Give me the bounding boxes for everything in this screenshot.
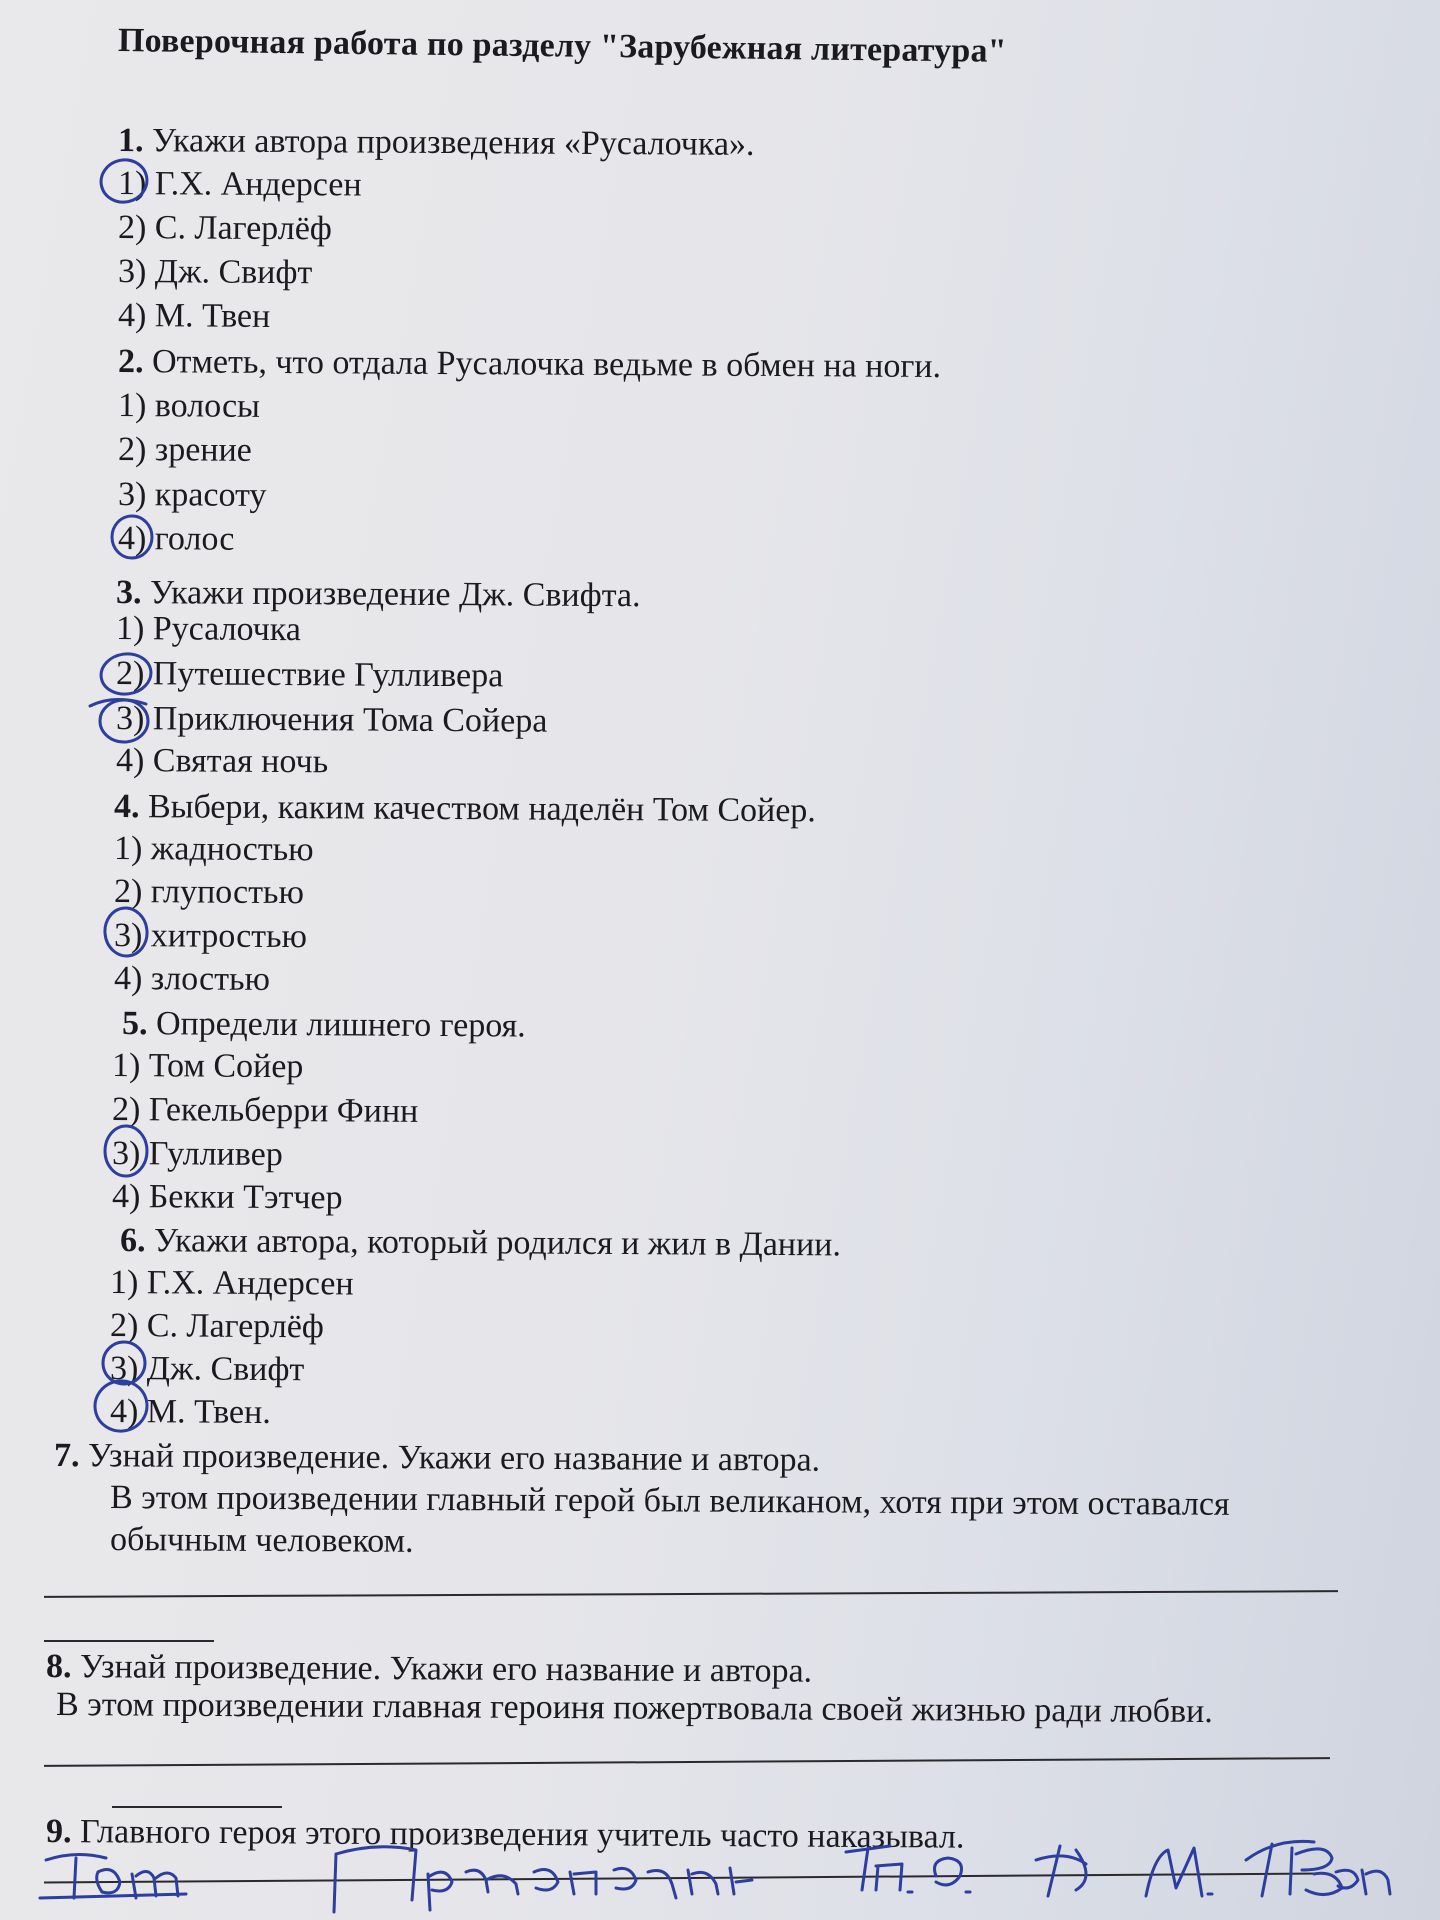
option-4-1: 1) жадностью bbox=[113, 830, 314, 869]
option-1-1: 1) Г.Х. Андерсен bbox=[117, 165, 362, 204]
question-number: 8. bbox=[45, 1648, 72, 1686]
question-number: 4. bbox=[113, 788, 140, 826]
option-1-2: 2) С. Лагерлёф bbox=[117, 209, 333, 248]
option-5-1: 1) Том Сойер bbox=[111, 1047, 304, 1086]
answer-line bbox=[44, 1873, 1324, 1884]
option-6-3: 3) Дж. Свифт bbox=[109, 1350, 305, 1389]
option-2-2: 2) зрение bbox=[117, 431, 252, 469]
question-text: Укажи автора, который родился и жил в Дании. bbox=[153, 1222, 842, 1264]
question-8-body-line-1: В этом произведении главная героиня пожертвовала своей жизнью ради любви. bbox=[55, 1686, 1213, 1731]
worksheet-title: Поверочная работа по разделу "Зарубежная литература" bbox=[117, 22, 1007, 70]
question-text: Выбери, каким качеством наделён Том Сойер. bbox=[147, 788, 816, 830]
question-7-body-line-2: обычным человеком. bbox=[109, 1521, 414, 1560]
question-2 bbox=[118, 343, 941, 386]
answer-line bbox=[112, 1806, 282, 1808]
option-4-4: 4) злостью bbox=[113, 960, 271, 998]
option-1-4: 4) М. Твен bbox=[117, 297, 271, 335]
question-number: 7. bbox=[53, 1437, 80, 1475]
option-6-1: 1) Г.Х. Андерсен bbox=[109, 1264, 354, 1303]
question-text: Определи лишнего героя. bbox=[155, 1005, 526, 1045]
question-number: 3. bbox=[115, 574, 142, 612]
question-5 bbox=[122, 1005, 526, 1045]
question-number: 5. bbox=[121, 1005, 148, 1043]
question-4 bbox=[114, 788, 816, 830]
question-text: Укажи произведение Дж. Свифта. bbox=[149, 574, 641, 615]
option-2-3: 3) красоту bbox=[117, 476, 267, 514]
option-3-4: 4) Святая ночь bbox=[115, 742, 329, 781]
option-4-3: 3) хитростью bbox=[113, 917, 308, 956]
question-9 bbox=[46, 1813, 965, 1857]
answer-line bbox=[44, 1590, 1338, 1598]
question-8 bbox=[46, 1648, 812, 1691]
option-4-2: 2) глупостью bbox=[113, 873, 305, 912]
option-2-1: 1) волосы bbox=[117, 387, 261, 425]
option-6-4: 4) М. Твен. bbox=[109, 1393, 271, 1431]
option-1-3: 3) Дж. Свифт bbox=[117, 253, 313, 292]
question-7-body-line-1: В этом произведении главный герой был великаном, хотя при этом оставался bbox=[109, 1479, 1230, 1523]
option-5-2: 2) Гекельберри Финн bbox=[111, 1091, 419, 1130]
question-number: 1. bbox=[117, 122, 144, 160]
question-number: 9. bbox=[45, 1813, 72, 1851]
question-6 bbox=[120, 1222, 841, 1264]
question-number: 2. bbox=[117, 343, 144, 381]
question-7 bbox=[54, 1437, 820, 1480]
question-number: 6. bbox=[119, 1222, 146, 1260]
option-5-4: 4) Бекки Тэтчер bbox=[111, 1178, 343, 1217]
answer-line bbox=[44, 1640, 214, 1642]
option-5-3: 3) Гулливер bbox=[111, 1135, 283, 1174]
question-text: Укажи автора произведения «Русалочка». bbox=[151, 122, 755, 163]
question-text: Главного героя этого произведения учитель часто наказывал. bbox=[79, 1813, 965, 1856]
option-3-3: 3) Приключения Тома Сойера bbox=[115, 700, 548, 740]
question-text: Узнай произведение. Укажи его название и автора. bbox=[87, 1437, 821, 1479]
question-text: Узнай произведение. Укажи его название и автора. bbox=[79, 1648, 813, 1690]
question-text: Отметь, что отдала Русалочка ведьме в обмен на ноги. bbox=[151, 343, 942, 386]
question-1 bbox=[118, 122, 755, 164]
option-3-1: 1) Русалочка bbox=[115, 610, 302, 649]
option-2-4: 4) голос bbox=[117, 520, 235, 558]
option-3-2: 2) Путешествие Гулливера bbox=[115, 655, 504, 695]
answer-line bbox=[44, 1757, 1330, 1767]
option-6-2: 2) С. Лагерлёф bbox=[109, 1307, 325, 1346]
question-3 bbox=[116, 574, 641, 615]
